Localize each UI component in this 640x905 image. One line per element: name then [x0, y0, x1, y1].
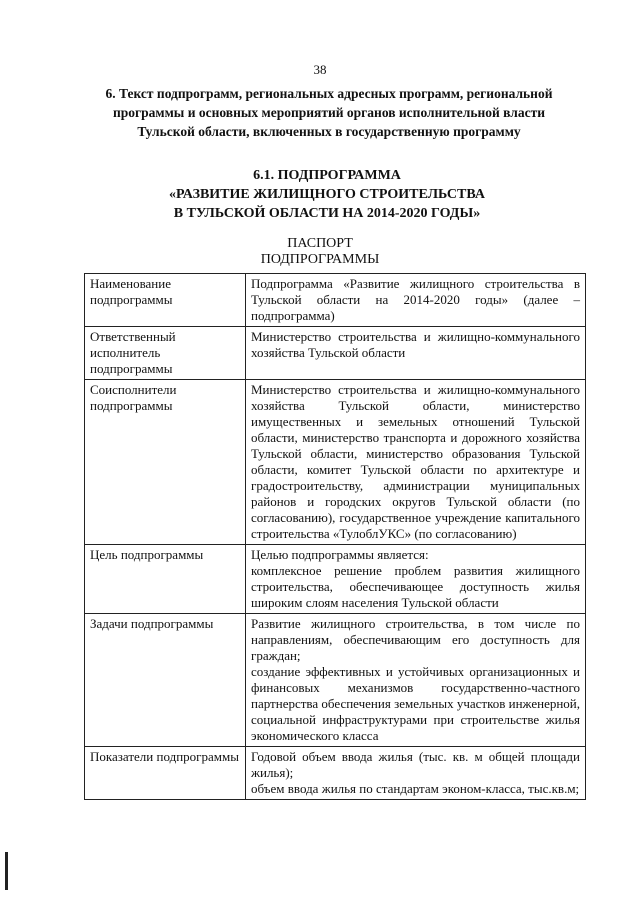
subprogram-heading-line: «РАЗВИТИЕ ЖИЛИЩНОГО СТРОИТЕЛЬСТВА [169, 187, 485, 202]
passport-title-line: ПОДПРОГРАММЫ [260, 252, 380, 267]
passport-title-line: ПАСПОРТ [287, 236, 353, 251]
table-row [85, 380, 586, 545]
row-value-text: Министерство строительства и жилищно-коммунального хозяйства Тульской области [251, 329, 580, 360]
page-number: 38 [313, 62, 327, 77]
passport-title [0, 236, 640, 268]
row-value-text: Развитие жилищного строительства, в том числе по направлениям, обеспечивающим его доступность для граждан; [251, 616, 580, 663]
row-name-cell: Ответственный исполнитель подпрограммы [85, 327, 246, 380]
row-value-text: комплексное решение проблем развития жилищного строительства, обеспечивающее доступность жилья широким слоям населения Тульской области [251, 563, 580, 610]
row-name-cell: Цель подпрограммы [85, 545, 246, 614]
section-heading-line: программы и основных мероприятий органов исполнительной власти [112, 105, 546, 120]
row-value-text: объем ввода жилья по стандартам эконом-класса, тыс.кв.м; [251, 781, 580, 796]
subprogram-heading-line: 6.1. ПОДПРОГРАММА [253, 168, 401, 183]
table-row [85, 545, 586, 614]
section-heading [76, 84, 582, 141]
row-value-cell [246, 545, 586, 614]
subprogram-heading-line: В ТУЛЬСКОЙ ОБЛАСТИ НА 2014-2020 ГОДЫ» [173, 206, 481, 221]
row-value-cell [246, 380, 586, 545]
row-value-text: Годовой объем ввода жилья (тыс. кв. м общей площади жилья); [251, 749, 580, 780]
section-heading-line: Тульской области, включенных в государственную программу [137, 124, 521, 139]
passport-table [84, 273, 586, 800]
table-row [85, 274, 586, 327]
table-row [85, 327, 586, 380]
scan-margin-mark [5, 852, 8, 890]
row-name-cell: Показатели подпрограммы [85, 747, 246, 800]
row-value-text: Министерство строительства и жилищно-коммунального хозяйства Тульской области, министерство имущественных и земельных отношений Тульской области, министерство транспорта и дорожного хозяйства Тульской области, министерство образования Тульской области, комитет Тульской области по архитектуре и градостроительству, администрации муниципальных районов и городских округов Тульской области (по согласованию), государственное учреждение капитального строительства «ТулоблУКС» (по согласованию) [251, 382, 580, 541]
row-name-cell: Наименование подпрограммы [85, 274, 246, 327]
subprogram-heading [96, 166, 558, 223]
table-row [85, 614, 586, 747]
table-row [85, 747, 586, 800]
section-heading-line: 6. Текст подпрограмм, региональных адресных программ, региональной [105, 86, 553, 101]
row-value-cell [246, 327, 586, 380]
row-value-text: Целью подпрограммы является: [251, 547, 429, 562]
row-value-cell [246, 274, 586, 327]
row-value-text: Подпрограмма «Развитие жилищного строительства в Тульской области на 2014-2020 годы» (далее – подпрограмма) [251, 276, 580, 323]
row-name-cell: Соисполнители подпрограммы [85, 380, 246, 545]
row-value-text: создание эффективных и устойчивых организационных и финансовых механизмов государственно-частного партнерства обеспечения земельных участков инженерной, социальной инфраструктурами при строительстве жилья экономического класса [251, 664, 581, 743]
row-value-cell [246, 614, 586, 747]
row-value-cell [246, 747, 586, 800]
row-name-cell: Задачи подпрограммы [85, 614, 246, 747]
